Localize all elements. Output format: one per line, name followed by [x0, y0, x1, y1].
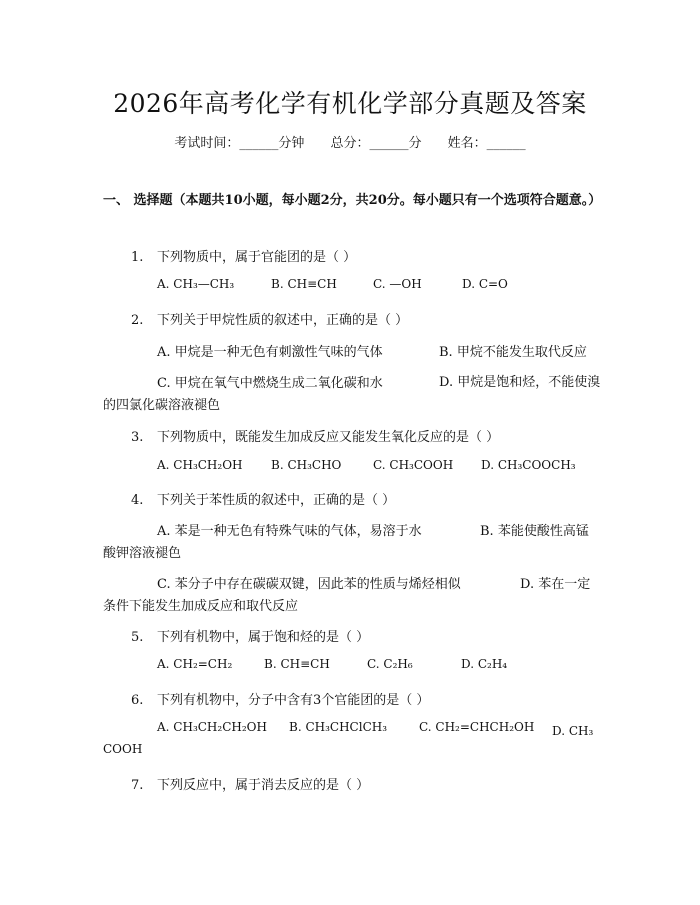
question-stem: 下列关于甲烷性质的叙述中，正确的是（ ）: [157, 313, 409, 328]
option-d: D. 甲烷是饱和烃，不能使溴: [439, 375, 601, 390]
question-stem: 下列物质中，既能发生加成反应又能发生氧化反应的是（ ）: [157, 430, 500, 445]
option-b: B. 甲烷不能发生取代反应: [439, 345, 587, 360]
question-1: [131, 246, 356, 265]
question-6: [131, 689, 429, 708]
exam-score: 总分：______分: [330, 136, 422, 151]
question-7: [131, 774, 369, 793]
question-4: [131, 489, 395, 508]
question-5: [131, 626, 369, 645]
question-number: 2.: [131, 313, 144, 328]
option-a: A. CH₂=CH₂: [157, 657, 233, 671]
question-2-option-c: [157, 372, 439, 391]
exam-time: 考试时间：______分钟: [174, 136, 305, 151]
option-c: C. 甲烷在氧气中燃烧生成二氧化碳和水: [157, 376, 383, 391]
question-6-option-d-label: [552, 720, 593, 742]
question-2: [131, 309, 408, 328]
option-d: D. C₂H₄: [461, 657, 508, 671]
question-4-option-c: [157, 573, 461, 592]
question-number: 6.: [131, 693, 144, 708]
option-a: A. CH₃CH₂CH₂OH: [157, 720, 267, 734]
question-stem: 下列反应中，属于消去反应的是（ ）: [157, 778, 370, 793]
option-a: A. CH₃—CH₃: [157, 277, 235, 291]
option-a: A. CH₃CH₂OH: [157, 458, 243, 472]
option-continuation: COOH: [103, 742, 143, 756]
question-2-options-row1: [157, 341, 587, 360]
question-1-options: [157, 277, 508, 291]
question-number: 3.: [131, 430, 144, 445]
exam-info: [0, 132, 700, 151]
question-6-options: [157, 720, 553, 734]
option-b: B. CH₃CHClCH₃: [289, 720, 388, 734]
question-5-options: [157, 657, 507, 671]
question-number: 1.: [131, 250, 144, 265]
option-d: D. 苯在一定: [520, 577, 591, 592]
option-a: A. 苯是一种无色有特殊气味的气体，易溶于水: [157, 524, 422, 539]
question-3: [131, 426, 499, 445]
question-stem: 下列关于苯性质的叙述中，正确的是（ ）: [157, 493, 396, 508]
question-number: 7.: [131, 778, 144, 793]
page-title: 2026年高考化学有机化学部分真题及答案: [113, 89, 587, 118]
question-4-option-d: [520, 573, 590, 592]
option-c: C. CH₂=CHCH₂OH: [419, 720, 535, 734]
option-b: B. CH≡CH: [264, 657, 330, 671]
question-number: 4.: [131, 493, 144, 508]
question-stem: 下列有机物中，属于饱和烃的是（ ）: [157, 630, 370, 645]
question-2-option-d-start: [439, 372, 600, 394]
question-stem: 下列有机物中，分子中含有3个官能团的是（ ）: [157, 693, 430, 708]
option-c: C. —OH: [373, 277, 422, 291]
option-a: A. 甲烷是一种无色有刺激性气味的气体: [157, 345, 383, 360]
question-3-options: [157, 458, 576, 472]
option-b: B. CH₃CHO: [271, 458, 342, 472]
option-c: C. 苯分子中存在碳碳双键，因此苯的性质与烯烃相似: [157, 577, 461, 592]
option-continuation: 的四氯化碳溶液褪色: [103, 398, 221, 413]
option-b: B. 苯能使酸性高锰: [480, 524, 589, 539]
student-name: 姓名：______: [447, 136, 526, 151]
option-c: C. CH₃COOH: [373, 458, 454, 472]
question-4-option-b: [480, 520, 589, 539]
option-d: D. CH₃: [552, 724, 594, 738]
option-d: D. CH₃COOCH₃: [481, 458, 576, 472]
option-continuation: 酸钾溶液褪色: [103, 546, 182, 561]
option-continuation: 条件下能发生加成反应和取代反应: [103, 599, 299, 614]
question-4-option-a: [157, 520, 422, 539]
option-b: B. CH≡CH: [271, 277, 337, 291]
question-number: 5.: [131, 630, 144, 645]
option-d: D. C=O: [462, 277, 508, 291]
section-heading: 一、 选择题（本题共10小题，每小题2分，共20分。每小题只有一个选项符合题意。）: [103, 193, 602, 208]
question-stem: 下列物质中，属于官能团的是（ ）: [157, 250, 357, 265]
option-c: C. C₂H₆: [367, 657, 413, 671]
